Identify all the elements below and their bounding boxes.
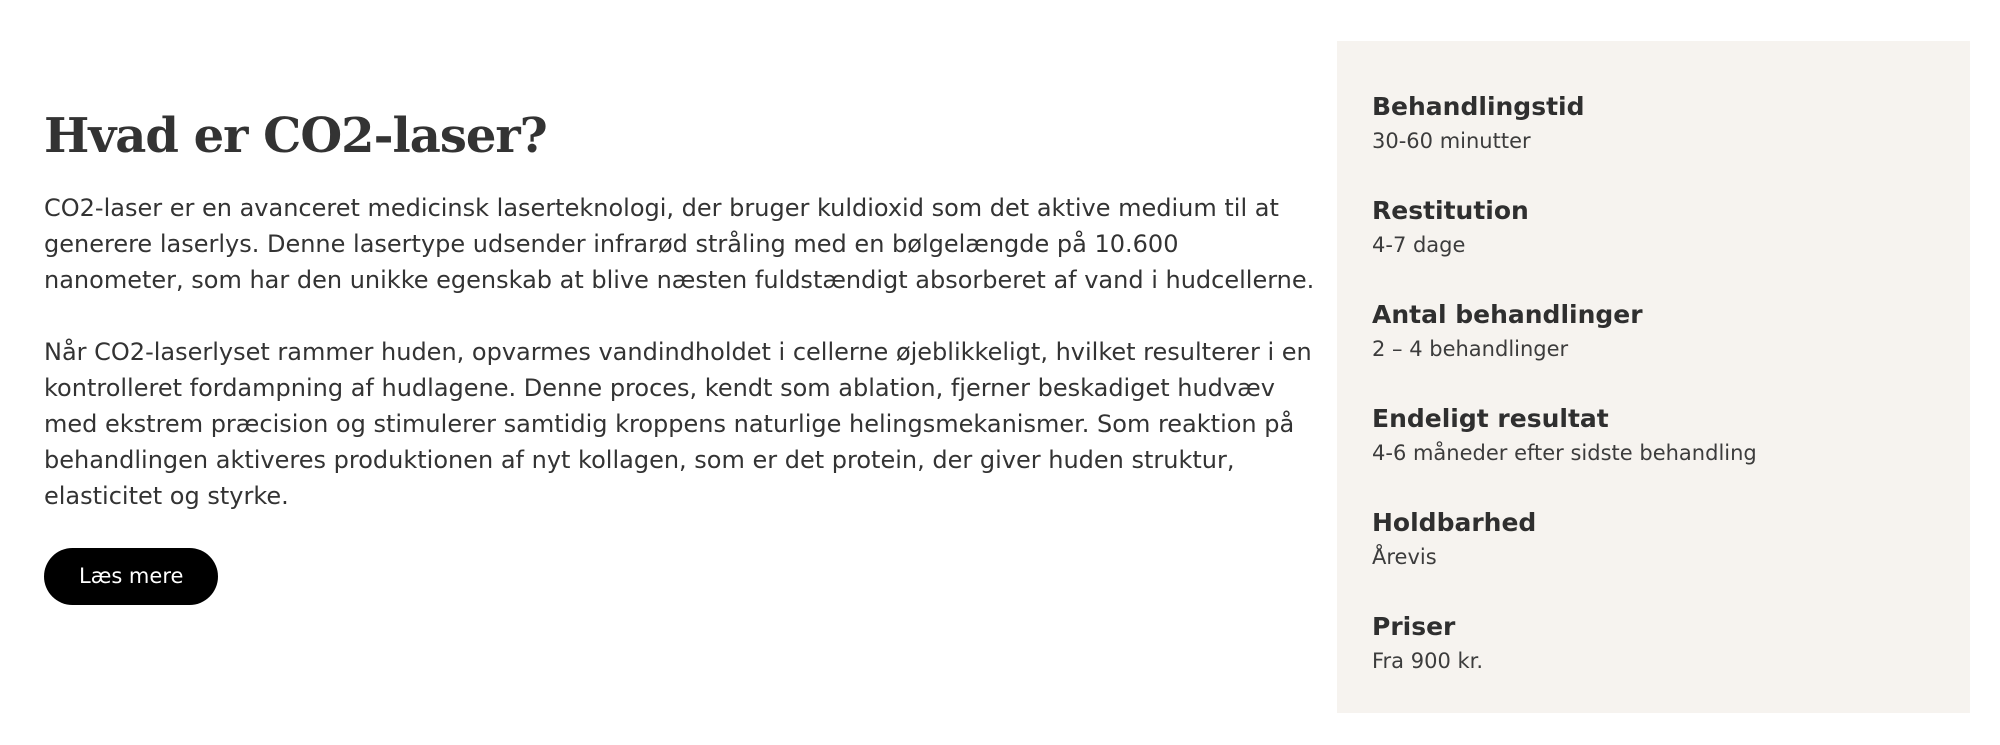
fact-durability bbox=[1372, 505, 1935, 609]
detail-paragraph: Når CO2-laserlyset rammer huden, opvarmes vandindholdet i cellerne øjeblikkeligt, hvilket resulterer i en kontrolleret fordampning af hudlagene. Denne proces, kendt som ablation, fjerner beskadiget hudvæv med ekstrem præcision og stimulerer samtidig kroppens naturlige helingsmekanismer. Som reaktion på behandlingen aktiveres produktionen af nyt kollagen, som er det protein, der giver huden struktur, elasticitet og styrke. bbox=[44, 338, 1312, 510]
fact-recovery bbox=[1372, 193, 1935, 297]
fact-label: Priser bbox=[1372, 612, 1456, 641]
fact-treatment-time bbox=[1372, 89, 1935, 193]
read-more-button[interactable]: Læs mere bbox=[44, 548, 218, 605]
fact-value: Årevis bbox=[1372, 545, 1437, 569]
fact-label: Holdbarhed bbox=[1372, 508, 1537, 537]
treatment-facts-panel bbox=[1337, 41, 1970, 713]
fact-value: 2 – 4 behandlinger bbox=[1372, 337, 1569, 361]
fact-value: 4-7 dage bbox=[1372, 233, 1466, 257]
fact-value: 4-6 måneder efter sidste behandling bbox=[1372, 441, 1757, 465]
fact-label: Endeligt resultat bbox=[1372, 404, 1609, 433]
fact-value: 30-60 minutter bbox=[1372, 129, 1531, 153]
fact-prices bbox=[1372, 609, 1935, 713]
intro-paragraph: CO2-laser er en avanceret medicinsk laserteknologi, der bruger kuldioxid som det aktive medium til at generere laserlys. Denne lasertype udsender infrarød stråling med en bølgelængde på 10.600 nanometer, som har den unikke egenskab at blive næsten fuldstændigt absorberet af vand i hudcellerne. bbox=[44, 194, 1315, 294]
fact-value: Fra 900 kr. bbox=[1372, 649, 1484, 673]
fact-number-of-treatments bbox=[1372, 297, 1935, 401]
fact-final-result bbox=[1372, 401, 1935, 505]
section-title: Hvad er CO2-laser? bbox=[44, 108, 547, 164]
fact-label: Antal behandlinger bbox=[1372, 300, 1643, 329]
fact-label: Restitution bbox=[1372, 196, 1529, 225]
fact-label: Behandlingstid bbox=[1372, 92, 1585, 121]
info-section bbox=[44, 104, 1324, 605]
